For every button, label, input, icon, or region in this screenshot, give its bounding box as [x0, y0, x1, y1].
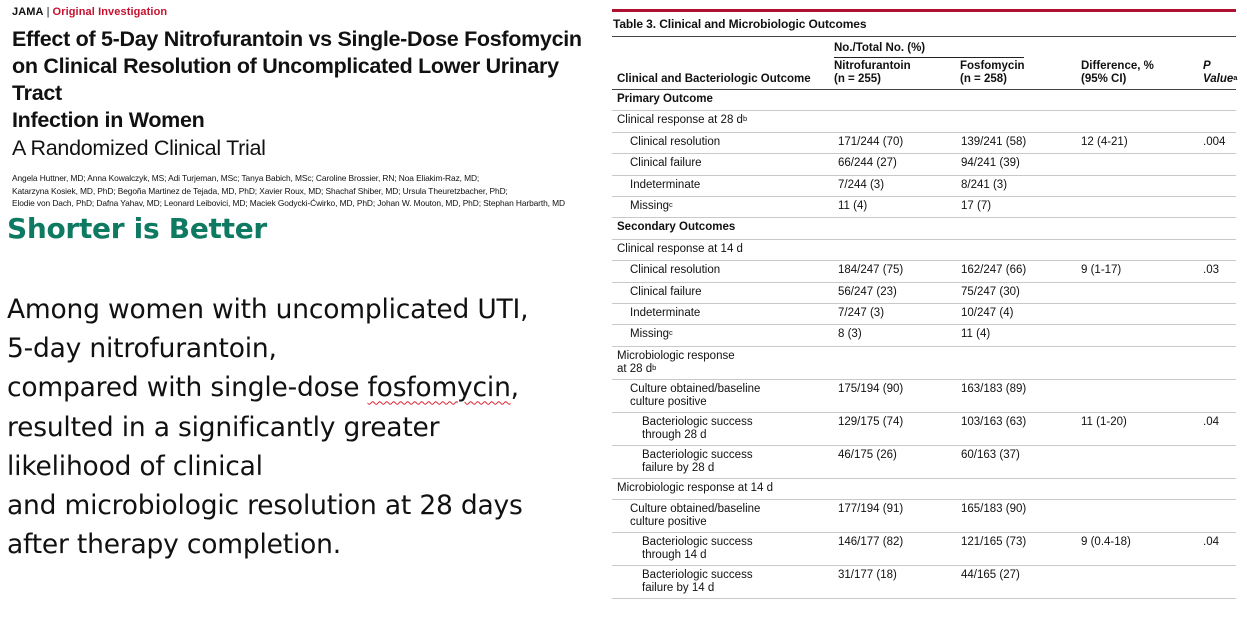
- outcome-label: [612, 379, 834, 412]
- cell-fosfomycin: 163/183 (89): [961, 382, 1027, 395]
- cell-p-value: .04: [1203, 536, 1219, 549]
- cell-difference: [1069, 175, 1181, 196]
- outcome-label-line: [642, 429, 834, 442]
- outcome-label-line: [630, 503, 834, 516]
- outcome-label-text: Primary Outcome: [617, 93, 713, 105]
- article-header: [12, 6, 602, 210]
- outcome-label: [612, 196, 834, 217]
- outcome-label-text: Missing: [630, 199, 669, 212]
- spellcheck-word[interactable]: fosfomycin: [367, 372, 511, 404]
- outcome-label: [612, 533, 834, 566]
- cell-difference: 9 (1-17): [1081, 264, 1122, 277]
- cell-fosfomycin: 103/163 (63): [961, 415, 1027, 428]
- group-header-label: No./Total No. (%): [834, 42, 1024, 58]
- outcomes-table-panel: [612, 9, 1236, 602]
- cell-p-value: [1181, 566, 1236, 599]
- table-body: [612, 90, 1236, 599]
- cell-p-value: [1181, 239, 1236, 260]
- table-row: [612, 346, 1236, 379]
- summary-line: Among women with uncomplicated UTI,: [7, 294, 529, 325]
- outcome-label-line: [630, 136, 834, 149]
- cell-fosfomycin: 75/247 (30): [961, 285, 1020, 298]
- cell-difference: [1069, 111, 1181, 132]
- cell-nitrofurantoin: 46/175 (26): [838, 448, 897, 461]
- cell-difference: 11 (1-20): [1081, 415, 1127, 428]
- outcome-label-line: [630, 328, 834, 341]
- summary-line: likelihood of clinical: [7, 450, 263, 482]
- outcome-label-text: Clinical response at 14 d: [617, 242, 743, 255]
- outcome-label-text: Microbiologic response at 14 d: [617, 481, 773, 494]
- journal-name: JAMA: [12, 6, 44, 18]
- summary-line: and microbiologic resolution at 28 days: [7, 490, 523, 522]
- summary-line: 5-day nitrofurantoin,: [7, 333, 277, 365]
- outcome-label: [612, 566, 834, 599]
- table-row: [612, 533, 1236, 566]
- summary-line: [7, 368, 528, 407]
- cell-difference: [1069, 196, 1181, 217]
- outcome-label-text: Clinical failure: [630, 285, 702, 298]
- outcome-label-text: Culture obtained/baseline: [630, 382, 761, 395]
- outcome-label-text: Indeterminate: [630, 178, 701, 191]
- cell-p-value: [1181, 196, 1236, 217]
- outcome-label-text: through 28 d: [642, 428, 707, 441]
- cell-nitrofurantoin: 7/247 (3): [838, 306, 885, 319]
- key-message-summary: [7, 290, 528, 564]
- cell-fosfomycin: [952, 218, 1069, 239]
- outcome-label-line: [630, 200, 834, 213]
- cell-fosfomycin: 121/165 (73): [961, 536, 1027, 549]
- outcome-label: [612, 90, 834, 111]
- column-header-line: Difference, %: [1081, 60, 1154, 72]
- cell-fosfomycin: [952, 239, 1069, 260]
- cell-fosfomycin: 165/183 (90): [961, 503, 1027, 516]
- author-line: Elodie von Dach, PhD; Dafna Yahav, MD; Leonard Leibovici, MD; Maciek Godycki-Ćwirko, MD, PhD; Johan W. Mouton, MD, PhD; Stephan Harbarth, MD: [12, 198, 565, 208]
- table-row: [612, 196, 1236, 217]
- footnote-marker: b: [742, 114, 748, 124]
- table-row: [612, 261, 1236, 282]
- outcomes-table: [612, 36, 1236, 599]
- cell-p-value: [1181, 445, 1236, 478]
- cell-difference: [1069, 445, 1181, 478]
- outcome-label-text: Clinical resolution: [630, 135, 721, 148]
- table-section-row: [612, 90, 1236, 111]
- table-row: [612, 566, 1236, 599]
- outcome-label: [612, 412, 834, 445]
- outcome-label: [612, 500, 834, 533]
- cell-fosfomycin: 139/241 (58): [961, 135, 1027, 148]
- outcome-label-line: [642, 582, 834, 595]
- cell-nitrofurantoin: 129/175 (74): [838, 415, 904, 428]
- outcome-label-line: [630, 307, 834, 320]
- outcome-label-line: [642, 569, 834, 582]
- article-section: Original Investigation: [52, 6, 168, 18]
- table-row: [612, 500, 1236, 533]
- cell-difference: 12 (4-21): [1081, 135, 1128, 148]
- cell-fosfomycin: [952, 111, 1069, 132]
- column-header-line: Nitrofurantoin: [834, 60, 911, 72]
- cell-p-value: [1181, 346, 1236, 379]
- footnote-marker: b: [652, 362, 657, 372]
- cell-p-value: [1181, 379, 1236, 412]
- outcome-label: [612, 282, 834, 303]
- cell-nitrofurantoin: [834, 111, 952, 132]
- outcome-label-line: [617, 243, 834, 256]
- outcome-label-text: culture positive: [630, 395, 707, 408]
- cell-difference: [1069, 500, 1181, 533]
- outcome-label: [612, 175, 834, 196]
- table-row: [612, 282, 1236, 303]
- cell-nitrofurantoin: 175/194 (90): [838, 382, 904, 395]
- cell-nitrofurantoin: 171/244 (70): [838, 135, 904, 148]
- outcome-label-line: [617, 482, 834, 495]
- outcome-label: [612, 154, 834, 175]
- cell-nitrofurantoin: 146/177 (82): [838, 536, 904, 549]
- outcome-label-text: Bacteriologic success: [642, 536, 753, 549]
- cell-nitrofurantoin: 31/177 (18): [838, 569, 897, 582]
- outcome-label-line: [630, 286, 834, 299]
- cell-fosfomycin: [952, 346, 1069, 379]
- outcome-label-line: [617, 114, 834, 127]
- title-line: on Clinical Resolution of Uncomplicated Lower Urinary Tract: [12, 54, 559, 105]
- outcome-label-text: Missing: [630, 328, 669, 341]
- outcome-label: [612, 132, 834, 153]
- cell-difference: [1069, 325, 1181, 346]
- cell-p-value: [1181, 90, 1236, 111]
- outcome-label-line: [617, 350, 834, 363]
- cell-p-value: [1181, 175, 1236, 196]
- outcome-label-line: [617, 93, 834, 106]
- cell-difference: [1069, 303, 1181, 324]
- cell-nitrofurantoin: [834, 218, 952, 239]
- cell-p-value: [1181, 282, 1236, 303]
- column-header-outcome: Clinical and Bacteriologic Outcome: [617, 73, 811, 85]
- cell-fosfomycin: 162/247 (66): [961, 264, 1027, 277]
- outcome-label: [612, 445, 834, 478]
- column-header-line: P Value: [1203, 60, 1234, 85]
- outcome-label-text: Bacteriologic success: [642, 415, 753, 428]
- cell-fosfomycin: 8/241 (3): [961, 178, 1008, 191]
- outcome-label-line: [630, 264, 834, 277]
- outcome-label-text: failure by 28 d: [642, 461, 715, 474]
- header-spacer: [612, 37, 834, 59]
- outcome-label: [612, 346, 834, 379]
- table-row: [612, 478, 1236, 499]
- cell-nitrofurantoin: 11 (4): [838, 199, 868, 212]
- table-row: [612, 154, 1236, 175]
- cell-p-value: .04: [1203, 415, 1219, 428]
- cell-p-value: [1181, 218, 1236, 239]
- table-row: [612, 111, 1236, 132]
- cell-p-value: [1181, 154, 1236, 175]
- table-row: [612, 303, 1236, 324]
- cell-p-value: .03: [1203, 264, 1219, 277]
- title-line: Effect of 5-Day Nitrofurantoin vs Single-Dose Fosfomycin: [12, 27, 582, 51]
- cell-fosfomycin: 17 (7): [961, 199, 992, 212]
- group-header: [834, 37, 1069, 59]
- outcome-label-line: [617, 221, 834, 234]
- author-line: Katarzyna Kosiek, MD, PhD; Begoña Martinez de Tejada, MD, PhD; Xavier Roux, MD; Shachaf Shiber, MD; Ursula Theuretzbacher, PhD;: [12, 185, 508, 196]
- outcome-label: [612, 303, 834, 324]
- footnote-marker: c: [668, 199, 673, 209]
- cell-difference: [1069, 566, 1181, 599]
- cell-p-value: [1181, 111, 1236, 132]
- table-row: [612, 445, 1236, 478]
- outcome-label-line: [642, 449, 834, 462]
- title-line: Infection in Women: [12, 108, 205, 132]
- table-section-row: [612, 218, 1236, 239]
- cell-p-value: .004: [1203, 135, 1226, 148]
- table-header-row: [612, 37, 1236, 59]
- cell-difference: [1069, 218, 1181, 239]
- column-header-line: Fosfomycin: [960, 60, 1025, 72]
- cell-nitrofurantoin: [834, 90, 952, 111]
- header-spacer: [1069, 37, 1181, 59]
- outcome-label-text: at 28 d: [617, 362, 653, 375]
- cell-nitrofurantoin: 7/244 (3): [838, 178, 885, 191]
- outcome-label-text: Culture obtained/baseline: [630, 503, 761, 516]
- cell-difference: [1069, 478, 1181, 499]
- cell-nitrofurantoin: 177/194 (91): [838, 503, 904, 516]
- column-header-p-value: [1181, 58, 1236, 90]
- summary-line-text: compared with single-dose: [7, 372, 368, 404]
- summary-punctuation: ,: [510, 372, 519, 404]
- outcome-label-line: [630, 383, 834, 396]
- table-row: [612, 175, 1236, 196]
- column-header-line: (n = 258): [960, 73, 1007, 85]
- outcome-label-line: [642, 416, 834, 429]
- outcome-label-text: through 14 d: [642, 549, 707, 562]
- column-header-line: (95% CI): [1081, 73, 1127, 85]
- cell-fosfomycin: [952, 90, 1069, 111]
- cell-nitrofurantoin: [834, 478, 952, 499]
- outcome-label-line: [630, 516, 834, 529]
- cell-nitrofurantoin: 184/247 (75): [838, 264, 904, 277]
- column-header-fosfomycin: [952, 58, 1069, 90]
- outcome-label: [612, 239, 834, 260]
- outcome-label-text: Indeterminate: [630, 306, 701, 319]
- key-message-headline: Shorter is Better: [7, 212, 267, 245]
- outcome-label-line: [642, 549, 834, 562]
- table-row: [612, 325, 1236, 346]
- outcome-label-text: Bacteriologic success: [642, 448, 753, 461]
- column-header-line: (n = 255): [834, 73, 881, 85]
- outcome-label-text: failure by 14 d: [642, 582, 715, 595]
- outcome-label-line: [642, 462, 834, 475]
- cell-p-value: [1181, 303, 1236, 324]
- cell-difference: [1069, 379, 1181, 412]
- author-list: [12, 172, 612, 210]
- cell-difference: [1069, 90, 1181, 111]
- table-row: [612, 379, 1236, 412]
- summary-line: resulted in a significantly greater: [7, 411, 440, 443]
- cell-nitrofurantoin: [834, 239, 952, 260]
- article-title: [12, 26, 602, 134]
- outcome-label-text: Microbiologic response: [617, 349, 735, 362]
- table-caption: Table 3. Clinical and Microbiologic Outcomes: [613, 17, 867, 31]
- journal-line: [12, 6, 602, 18]
- header-spacer: [1181, 37, 1236, 59]
- author-line: Angela Huttner, MD; Anna Kowalczyk, MS; Adi Turjeman, MSc; Tanya Babich, MSc; Caroline Brossier, RN; Noa Eliakim-Raz, MD;: [12, 173, 480, 183]
- outcome-label-text: culture positive: [630, 516, 707, 529]
- cell-fosfomycin: 94/241 (39): [961, 157, 1020, 170]
- cell-fosfomycin: 44/165 (27): [961, 569, 1020, 582]
- cell-p-value: [1181, 478, 1236, 499]
- cell-difference: [1069, 154, 1181, 175]
- article-subtitle: A Randomized Clinical Trial: [12, 136, 266, 160]
- cell-difference: 9 (0.4-18): [1081, 536, 1131, 549]
- cell-nitrofurantoin: 66/244 (27): [838, 157, 897, 170]
- table-row: [612, 239, 1236, 260]
- footnote-marker: a: [1233, 73, 1238, 82]
- outcome-label-line: [617, 363, 834, 376]
- outcome-label: [612, 261, 834, 282]
- cell-difference: [1069, 346, 1181, 379]
- footnote-marker: c: [668, 328, 673, 338]
- outcome-label-line: [642, 536, 834, 549]
- outcome-label-line: [630, 179, 834, 192]
- cell-nitrofurantoin: 56/247 (23): [838, 285, 897, 298]
- cell-fosfomycin: [952, 478, 1069, 499]
- outcome-label: [612, 325, 834, 346]
- table-header-row: [612, 58, 1236, 90]
- outcome-label-text: Clinical failure: [630, 157, 702, 170]
- cell-fosfomycin: 11 (4): [961, 328, 991, 341]
- table-row: [612, 132, 1236, 153]
- outcome-label: [612, 218, 834, 239]
- cell-difference: [1069, 239, 1181, 260]
- cell-p-value: [1181, 325, 1236, 346]
- cell-fosfomycin: 10/247 (4): [961, 306, 1014, 319]
- column-header-nitrofurantoin: [834, 58, 952, 90]
- outcome-label: [612, 111, 834, 132]
- outcome-label: [612, 478, 834, 499]
- cell-nitrofurantoin: 8 (3): [838, 328, 862, 341]
- summary-line: after therapy completion.: [7, 529, 341, 561]
- journal-separator: |: [46, 6, 50, 18]
- outcome-label-line: [630, 396, 834, 409]
- cell-p-value: [1181, 500, 1236, 533]
- column-header-difference: [1069, 58, 1181, 90]
- cell-difference: [1069, 282, 1181, 303]
- outcome-label-line: [630, 157, 834, 170]
- cell-nitrofurantoin: [834, 346, 952, 379]
- outcome-label-text: Secondary Outcomes: [617, 221, 736, 234]
- outcome-label-text: Clinical response at 28 d: [617, 114, 743, 127]
- outcome-label-text: Clinical resolution: [630, 264, 721, 277]
- outcome-label-text: Bacteriologic success: [642, 569, 753, 582]
- cell-fosfomycin: 60/163 (37): [961, 448, 1020, 461]
- table-row: [612, 412, 1236, 445]
